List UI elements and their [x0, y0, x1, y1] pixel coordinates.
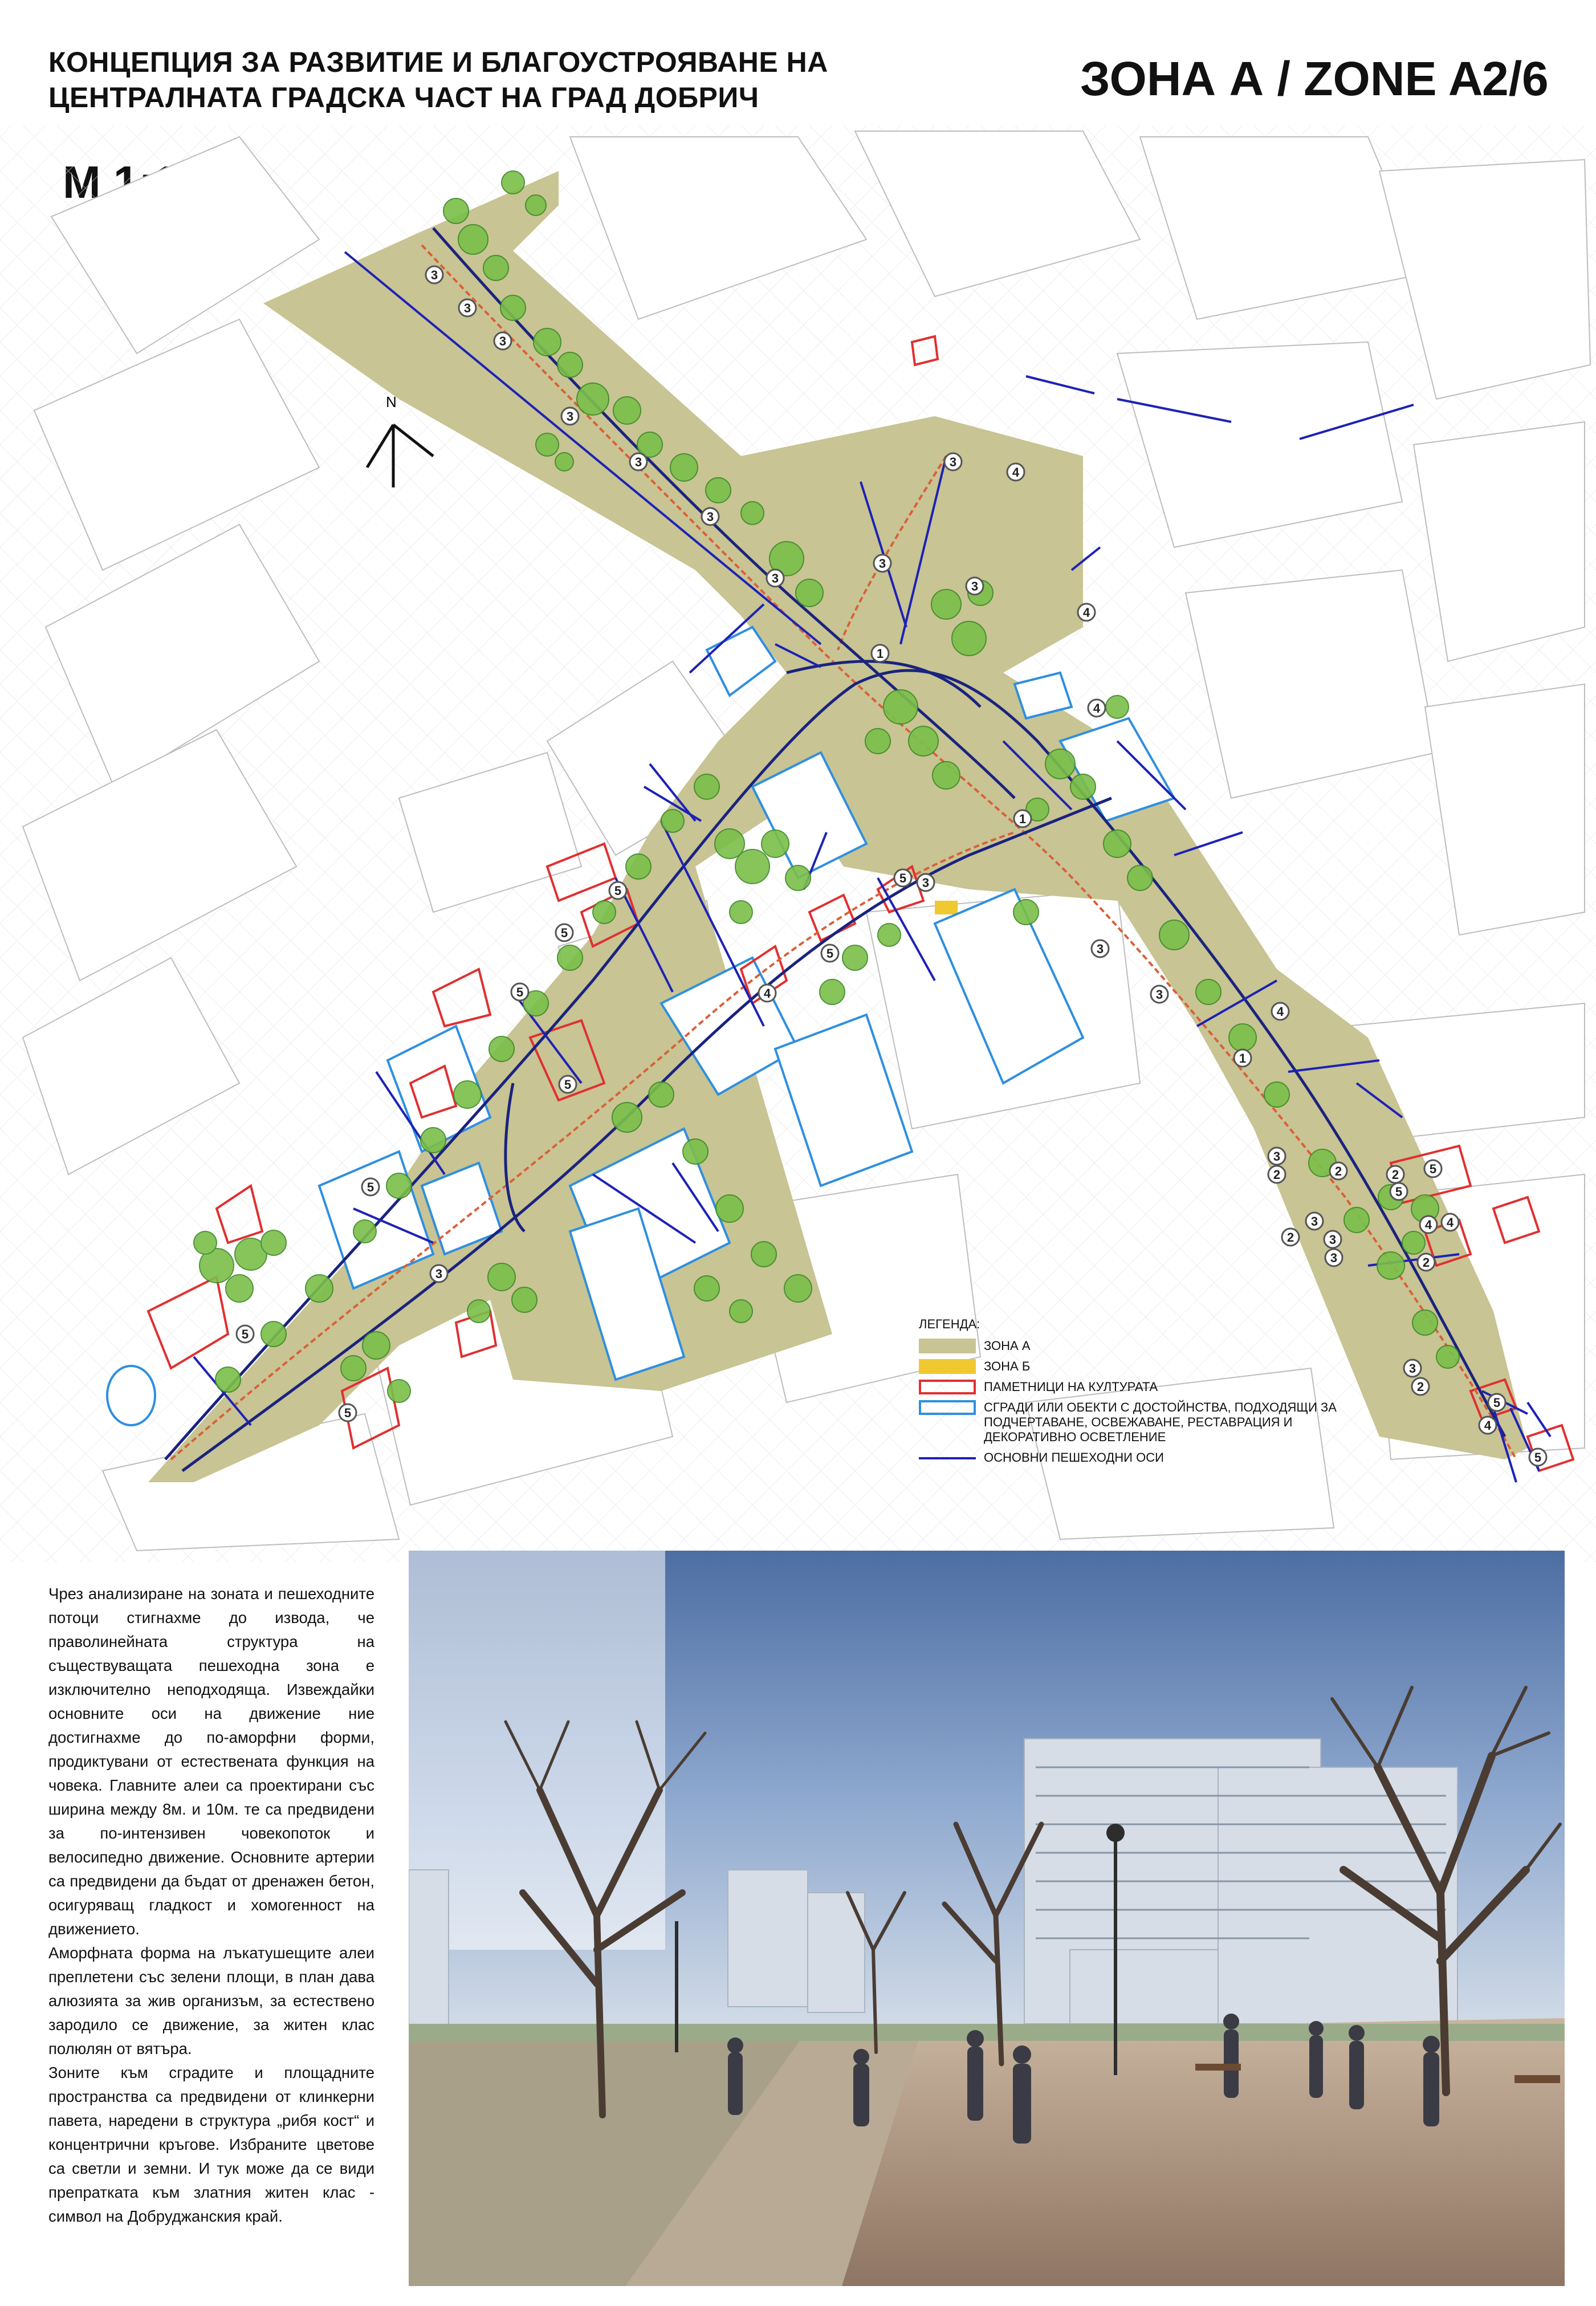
svg-text:1: 1	[876, 646, 884, 661]
legend-item-zone-b	[919, 1359, 1352, 1374]
svg-text:4: 4	[1093, 701, 1101, 715]
legend-item-monuments	[919, 1380, 1352, 1394]
legend-item-zone-a	[919, 1339, 1352, 1353]
legend-item-buildings	[919, 1400, 1352, 1445]
svg-text:1: 1	[1239, 1051, 1247, 1065]
svg-text:3: 3	[1329, 1233, 1337, 1247]
svg-text:5: 5	[560, 926, 568, 940]
svg-text:4: 4	[1424, 1218, 1432, 1232]
svg-text:3: 3	[1408, 1361, 1416, 1376]
svg-text:4: 4	[1484, 1418, 1492, 1433]
svg-text:5: 5	[241, 1327, 249, 1341]
svg-text:5: 5	[344, 1406, 352, 1420]
svg-text:4: 4	[1446, 1215, 1454, 1230]
svg-text:3: 3	[922, 876, 930, 890]
legend-swatch-buildings	[919, 1400, 976, 1415]
svg-text:3: 3	[1155, 987, 1163, 1002]
svg-text:3: 3	[463, 301, 471, 315]
svg-text:3: 3	[1273, 1149, 1281, 1164]
description-text	[48, 1582, 374, 2228]
svg-text:5: 5	[367, 1180, 374, 1194]
zone-b-area	[935, 901, 958, 914]
description-paragraph-1: Чрез анализиране на зоната и пешеходните потоци стигнахме до извода, че праволинейната структура на съществуващата пешеходна зона е изключително неподходяща. Извеждайки основните оси на движение ние достигнахме до по-аморфни форми, продиктувани от естествената функция на човека. Главните алеи са проектирани със ширина между 8м. и 10м. те са предвидени за по-интензивен човекопоток и велосипедно движение. Основните артерии са предвидени да бъдат от дренажен бетон, осигуряващ гладкост и хомогенност на движението.	[48, 1585, 374, 1938]
legend-swatch-zone-b	[919, 1359, 976, 1374]
svg-text:3: 3	[435, 1267, 443, 1281]
svg-text:3: 3	[634, 455, 642, 469]
zone-title: ЗОНА А / ZONE A	[1080, 52, 1483, 105]
legend-label: ПАМЕТНИЦИ НА КУЛТУРАТА	[984, 1380, 1158, 1394]
description-paragraph-2: Аморфната форма на лъкатушещите алеи преплетени със зелени площи, в план дава алюзията за жив организъм, за естествено зародило се движение, за житен клас полюлян от вятъра.	[48, 1944, 374, 2057]
svg-text:2: 2	[1273, 1168, 1281, 1182]
svg-text:5: 5	[1395, 1185, 1403, 1199]
legend-label: ЗОНА Б	[984, 1359, 1031, 1373]
svg-text:3: 3	[1330, 1251, 1338, 1265]
svg-text:3: 3	[771, 571, 779, 585]
svg-text:3: 3	[499, 334, 507, 348]
legend-swatch-monuments	[919, 1380, 976, 1394]
svg-text:1: 1	[1019, 812, 1027, 826]
svg-text:3: 3	[1310, 1214, 1318, 1229]
svg-text:3: 3	[566, 409, 574, 424]
svg-text:3: 3	[430, 268, 438, 282]
svg-text:4: 4	[1012, 465, 1020, 479]
svg-text:5: 5	[899, 871, 907, 885]
svg-text:3: 3	[949, 455, 957, 469]
map-legend	[919, 1317, 1352, 1471]
legend-swatch-axes	[919, 1457, 976, 1459]
svg-text:4: 4	[1082, 605, 1090, 620]
legend-label: ОСНОВНИ ПЕШЕХОДНИ ОСИ	[984, 1450, 1164, 1465]
svg-text:2: 2	[1334, 1164, 1342, 1178]
svg-text:3: 3	[878, 556, 886, 571]
svg-text:5: 5	[1429, 1162, 1437, 1176]
svg-text:5: 5	[1493, 1396, 1501, 1410]
project-title-line-1: КОНЦЕПЦИЯ ЗА РАЗВИТИЕ И БЛАГОУСТРОЯВАНЕ НА	[48, 46, 828, 78]
description-paragraph-3: Зоните към сградите и площадните пространства са предвидени от клинкерни павета, наредени в структура „рибя кост“ и концентрични кръгове. Избраните цветове са светли и земни. И тук може да се види препратката към златния житен клас - символ на Добруджанския край.	[48, 2064, 374, 2225]
svg-text:2: 2	[1422, 1255, 1430, 1270]
svg-text:3: 3	[971, 579, 979, 593]
svg-text:3: 3	[1096, 942, 1104, 956]
project-title-line-2: ЦЕНТРАЛНАТА ГРАДСКА ЧАСТ НА ГРАД ДОБРИЧ	[48, 82, 759, 113]
svg-text:5: 5	[614, 884, 622, 898]
svg-text:3: 3	[706, 510, 714, 524]
svg-text:5: 5	[1534, 1450, 1542, 1465]
svg-text:2: 2	[1416, 1380, 1424, 1394]
park-visualization-illustration	[409, 1551, 1565, 2286]
svg-text:2: 2	[1286, 1230, 1294, 1244]
site-plan-map	[0, 125, 1596, 1562]
svg-text:2: 2	[1391, 1168, 1399, 1182]
legend-label: ЗОНА А	[984, 1339, 1031, 1353]
svg-text:5: 5	[516, 985, 524, 999]
svg-text:5: 5	[564, 1077, 572, 1092]
svg-text:4: 4	[1276, 1004, 1284, 1019]
legend-title: ЛЕГЕНДА:	[919, 1317, 980, 1331]
svg-text:5: 5	[826, 946, 834, 961]
legend-item-axes	[919, 1450, 1352, 1465]
svg-text:4: 4	[763, 986, 771, 1001]
legend-label: СГРАДИ ИЛИ ОБЕКТИ С ДОСТОЙНСТВА, ПОДХОДЯЩИ ЗА ПОДЧЕРТАВАНЕ, ОСВЕЖАВАНЕ, РЕСТАВРАЦИЯ И ДЕКОРАТИВНО ОСВЕТЛЕНИЕ	[984, 1400, 1337, 1444]
north-label: N	[386, 393, 397, 410]
sheet-number: 2/6	[1482, 52, 1549, 105]
legend-swatch-zone-a	[919, 1339, 976, 1353]
